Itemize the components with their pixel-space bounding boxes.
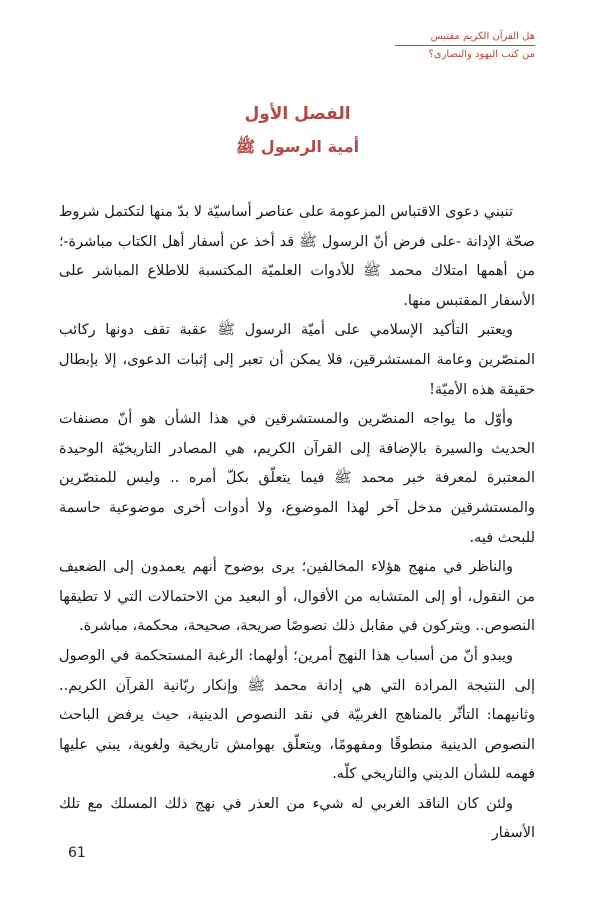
paragraph-5: ويبدو أنّ من أسباب هذا النهج أمرين؛ أولهما: الرغبة المستحكمة في الوصول إلى النتيجة المرادة التي هي إدانة محمد ﷺ وإنكار ربّانية القرآن الكريم.. وثانيهما: التأثّر بالمناهج الغربيّة في نقد النصوص الدينية، حيث يرفض الباحث النصوص الدينية منطوقًا ومفهومًا، ويتعلّق بهوامش تاريخية ولغوية، يبني عليها فهمه للشأن الديني والتاريخي كلّه. — [59, 647, 535, 783]
paragraph-1: تنبني دعوى الاقتباس المزعومة على عناصر أساسيّة لا بدّ منها لتكتمل شروط صحّة الإدانة -على فرض أنّ الرسول ﷺ قد أخذ عن أسفار أهل الكتاب مباشرة-؛ من أهمها امتلاك محمد ﷺ للأدوات العلميّة المكتسبة للاطلاع المباشر على الأسفار المقتبس منها. — [59, 204, 535, 309]
body-text — [59, 198, 535, 849]
running-header-book-subtitle: من كتب اليهود والنصارى؟ — [428, 49, 535, 60]
chapter-heading — [0, 100, 595, 162]
chapter-title: الفصل الأول — [244, 104, 351, 124]
paragraph-4: والناظر في منهج هؤلاء المخالفين؛ يرى بوضوح أنهم يعمدون إلى الضعيف من النقول، أو إلى المتشابه من الأقوال، أو البعيد من الاحتمالات التي لا تطيقها النصوص.. ويتركون في مقابل ذلك نصوصًا صريحة، صحيحة، محكمة، مباشرة. — [59, 559, 535, 635]
paragraph-6: ولئن كان الناقد الغربي له شيء من العذر في نهج ذلك المسلك مع تلك الأسفار — [59, 795, 535, 842]
page-number: 61 — [68, 845, 86, 861]
paragraph-2: ويعتبر التأكيد الإسلامي على أميّة الرسول ﷺ عقبة تقف دونها ركائب المنصّرين وعامة المستشرقين، فلا يمكن أن تعبر إلى إثبات الدعوى، إلا بإبطال حقيقة هذه الأميّة! — [59, 322, 535, 398]
running-header-book-title: هل القرآن الكريم مقتبس — [430, 31, 535, 42]
running-header-divider — [395, 45, 535, 46]
chapter-subtitle: أمية الرسول ﷺ — [235, 137, 360, 156]
running-header — [395, 30, 535, 62]
paragraph-3: وأوّل ما يواجه المنصّرين والمستشرقين في هذا الشأن هو أنّ مصنفات الحديث والسيرة بالإضافة إلى القرآن الكريم، هي المصادر التاريخيّة الوحيدة المعتبرة لمعرفة خبر محمد ﷺ فيما يتعلّق بكلّ أمره .. وليس للمنصّرين والمستشرقين مدخل آخر لهذا الموضوع، ولا أدوات أخرى موضوعية حاسمة للبحث فيه. — [59, 411, 535, 546]
